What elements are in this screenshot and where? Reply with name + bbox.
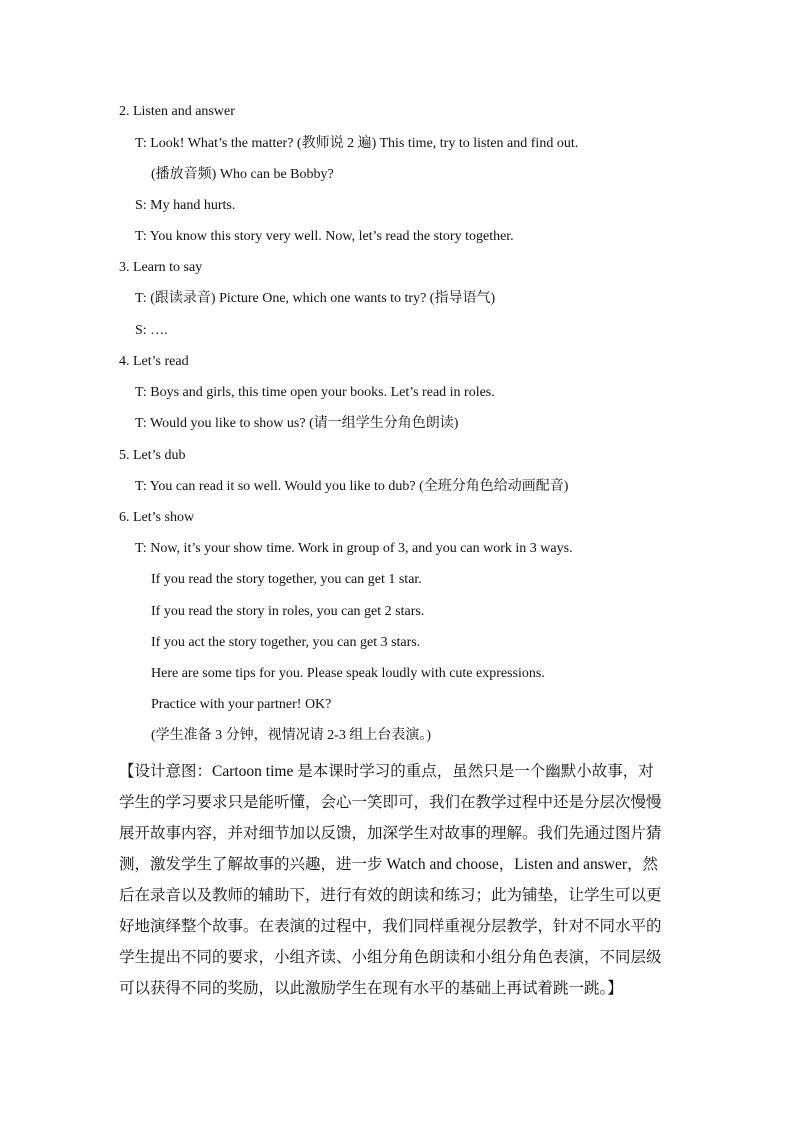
- design-intent-paragraph: [119, 756, 679, 1004]
- paragraph-line: 【设计意图：Cartoon time 是本课时学习的重点，虽然只是一个幽默小故事，对: [119, 763, 654, 780]
- dialogue-line: If you read the story in roles, you can get 2 stars.: [151, 604, 425, 619]
- paragraph-line: 学生提出不同的要求，小组齐读、小组分角色朗读和小组分角色表演，不同层级: [119, 949, 662, 966]
- paragraph-line: 后在录音以及教师的辅助下，进行有效的朗读和练习；此为铺垫，让学生可以更: [119, 887, 662, 904]
- dialogue-line: Here are some tips for you. Please speak loudly with cute expressions.: [151, 666, 545, 681]
- dialogue-line: T: You can read it so well. Would you like to dub? (全班分角色给动画配音): [135, 479, 569, 494]
- section-heading-lets-show: 6. Let’s show: [119, 510, 195, 525]
- paragraph-line: 学生的学习要求只是能听懂，会心一笑即可，我们在教学过程中还是分层次慢慢: [119, 794, 662, 811]
- dialogue-line: T: You know this story very well. Now, let’s read the story together.: [135, 229, 514, 244]
- dialogue-line: Practice with your partner! OK?: [151, 697, 332, 712]
- dialogue-line: If you read the story together, you can get 1 star.: [151, 572, 422, 587]
- dialogue-line: T: (跟读录音) Picture One, which one wants to try? (指导语气): [135, 291, 496, 306]
- dialogue-line: T: Look! What’s the matter? (教师说 2 遍) This time, try to listen and find out.: [135, 136, 579, 151]
- paragraph-line: 展开故事内容，并对细节加以反馈，加深学生对故事的理解。我们先通过图片猜: [119, 825, 662, 842]
- dialogue-line: (播放音频) Who can be Bobby?: [151, 167, 334, 182]
- paragraph-line: 好地演绎整个故事。在表演的过程中，我们同样重视分层教学，针对不同水平的: [119, 918, 662, 935]
- section-heading-learn-to-say: 3. Learn to say: [119, 260, 203, 275]
- dialogue-line: T: Would you like to show us? (请一组学生分角色朗读): [135, 416, 459, 431]
- dialogue-line: T: Boys and girls, this time open your books. Let’s read in roles.: [135, 385, 495, 400]
- section-heading-listen-and-answer: 2. Listen and answer: [119, 104, 235, 119]
- dialogue-line: If you act the story together, you can get 3 stars.: [151, 635, 421, 650]
- dialogue-line: (学生准备 3 分钟，视情况请 2-3 组上台表演。): [151, 728, 431, 743]
- section-heading-lets-dub: 5. Let’s dub: [119, 448, 186, 463]
- dialogue-line: S: ….: [135, 323, 168, 338]
- dialogue-line: S: My hand hurts.: [135, 198, 236, 213]
- dialogue-line: T: Now, it’s your show time. Work in group of 3, and you can work in 3 ways.: [135, 541, 573, 556]
- paragraph-line: 可以获得不同的奖励，以此激励学生在现有水平的基础上再试着跳一跳。】: [119, 980, 623, 997]
- section-heading-lets-read: 4. Let’s read: [119, 354, 189, 369]
- paragraph-line: 测，激发学生了解故事的兴趣，进一步 Watch and choose，Listen and answer，然: [119, 856, 659, 873]
